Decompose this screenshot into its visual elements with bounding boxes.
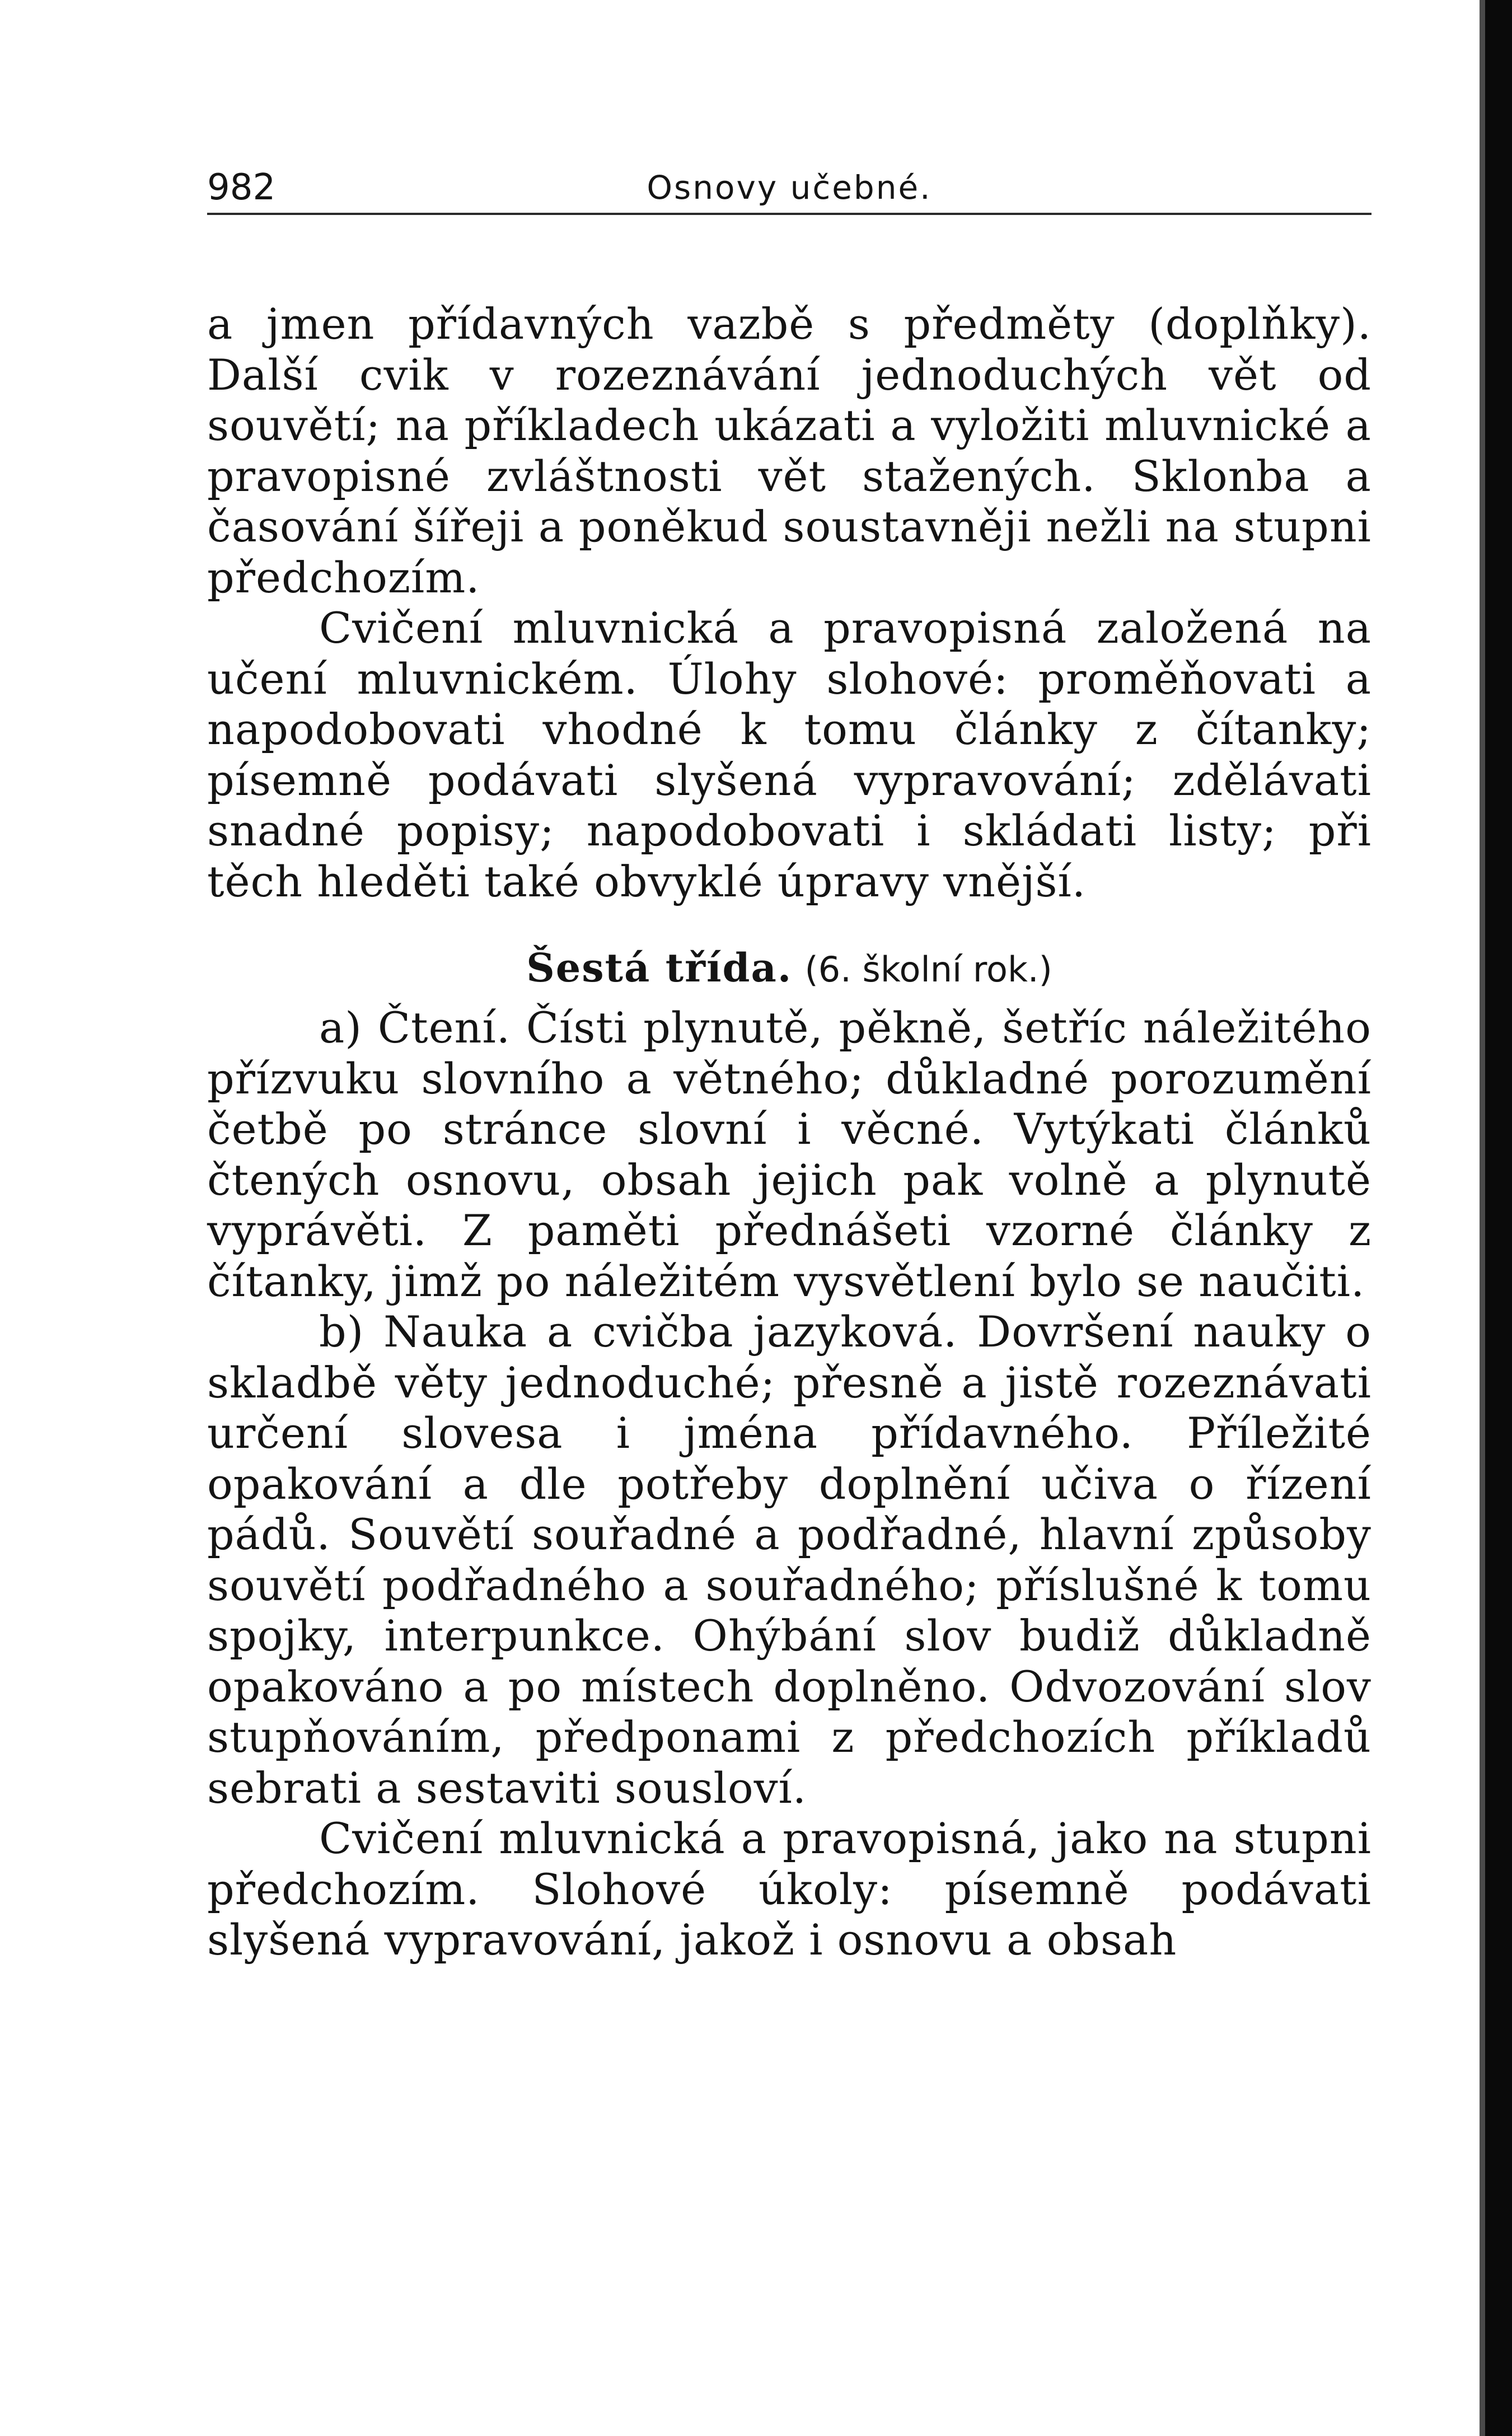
section-heading — [207, 943, 1371, 995]
running-title: Osnovy učebné. — [647, 169, 932, 207]
page-header — [207, 151, 1371, 215]
book-page — [207, 151, 1371, 1966]
page-number: 982 — [207, 167, 276, 208]
paragraph-exercises: Cvičení mluvnická a pravopisná založená na učení mluvnickém. Úlohy slohové: proměňovati a napodobovati vhodné k tomu články z čítanky; písemně podávati slyšená vypravování; zdělávati snadné popisy; napodobovati i skládati listy; při těch hleděti také obvyklé úpravy vnější. — [207, 603, 1371, 906]
section-subtitle: (6. školní rok.) — [804, 949, 1052, 990]
paragraph-reading: a) Čtení. Čísti plynutě, pěkně, šetříc náležitého přízvuku slovního a větného; důkladné porozumění četbě po stránce slovní i věcné. Vytýkati článků čtených osnovu, obsah jejich pak volně a plynutě vyprávěti. Z paměti přednášeti vzorné články z čítanky, jimž po náležitém vysvětlení bylo se naučiti. — [207, 1003, 1371, 1306]
paragraph-grammar: b) Nauka a cvičba jazyková. Dovršení nauky o skladbě věty jednoduché; přesně a jistě rozeznávati určení slovesa i jména přídavného. Příležité opakování a dle potřeby doplnění učiva o řízení pádů. Souvětí souřadné a podřadné, hlavní způsoby souvětí podřadného a souřadného; příslušné k tomu spojky, interpunkce. Ohýbání slov budiž důkladně opakováno a po místech doplněno. Odvozování slov stupňováním, předponami z předchozích příkladů sebrati a sestaviti sousloví. — [207, 1307, 1371, 1813]
paragraph-exercises-2: Cvičení mluvnická a pravopisná, jako na stupni předchozím. Slohové úkoly: písemně podávati slyšená vypravování, jakož i osnovu a obsah — [207, 1813, 1371, 1965]
section-title: Šestá třída. — [526, 945, 793, 991]
scan-edge-shadow — [1480, 0, 1485, 2436]
paragraph-continuation: a jmen přídavných vazbě s předměty (doplňky). Další cvik v rozeznávání jednoduchých vět od souvětí; na příkladech ukázati a vyložiti mluvnické a pravopisné zvláštnosti vět stažených. Sklonba a časování šířeji a poněkud soustavněji nežli na stupni předchozím. — [207, 299, 1371, 602]
page-body — [207, 299, 1371, 1966]
scan-edge — [1485, 0, 1512, 2436]
